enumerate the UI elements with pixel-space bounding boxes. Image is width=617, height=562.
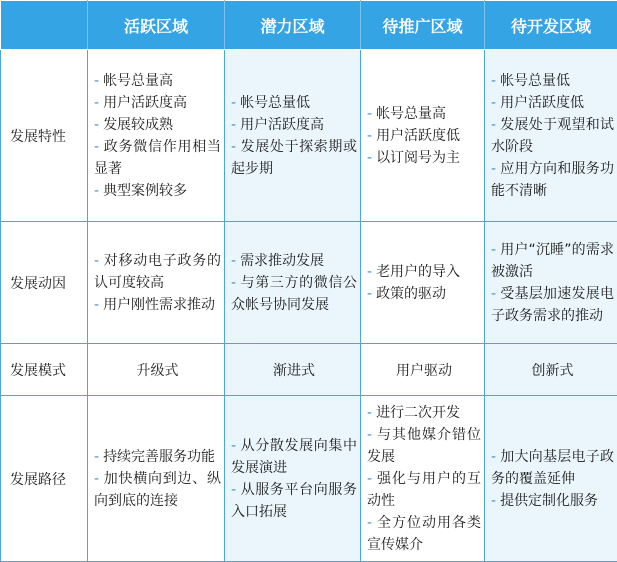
cell-drivers-to-promote xyxy=(361,222,485,344)
bullet-item: - 加大向基层电子政务的覆盖延伸 xyxy=(491,448,614,487)
bullet-item: - 用户“沉睡”的需求被激活 xyxy=(491,241,614,280)
bullet-item: - 加快横向到边、纵向到底的连接 xyxy=(94,470,221,509)
bullet-item: - 用户活跃度高 xyxy=(231,116,325,133)
cell-mode-to-develop: 创新式 xyxy=(485,344,617,396)
cell-path-to-promote xyxy=(361,396,485,562)
bullet-item: - 政务微信作用相当显著 xyxy=(94,138,221,177)
bullet-item: - 帐号总量低 xyxy=(491,72,571,89)
header-row xyxy=(1,1,617,50)
bullet-item: - 受基层加速发展电子政务需求的推动 xyxy=(491,285,614,324)
cell-drivers-potential xyxy=(225,222,361,344)
cell-drivers-to-develop xyxy=(485,222,617,344)
row-label: 发展特性 xyxy=(1,50,88,222)
cell-characteristics-to-promote xyxy=(361,50,485,222)
bullet-item: - 用户活跃度低 xyxy=(367,127,461,144)
bullet-item: - 典型案例较多 xyxy=(94,182,188,199)
bullet-item: - 发展处于观望和试水阶段 xyxy=(491,116,614,155)
cell-mode-to-promote: 用户驱动 xyxy=(361,344,485,396)
bullet-item: - 与其他媒介错位发展 xyxy=(367,426,481,465)
row-label: 发展动因 xyxy=(1,222,88,344)
cell-characteristics-to-develop xyxy=(485,50,617,222)
bullet-item: - 发展较成熟 xyxy=(94,116,174,133)
corner-cell xyxy=(1,1,88,50)
bullet-item: - 发展处于探索期或起步期 xyxy=(231,138,357,177)
col-header-to-develop: 待开发区域 xyxy=(485,1,617,50)
row-label: 发展路径 xyxy=(1,396,88,562)
bullet-item: - 政策的驱动 xyxy=(367,285,447,302)
bullet-item: - 强化与用户的互动性 xyxy=(367,470,481,509)
cell-characteristics-active xyxy=(88,50,225,222)
bullet-item: - 用户活跃度低 xyxy=(491,94,585,111)
col-header-to-promote: 待推广区域 xyxy=(361,1,485,50)
bullet-item: - 帐号总量低 xyxy=(231,94,311,111)
bullet-item: - 与第三方的微信公众帐号协同发展 xyxy=(231,274,357,313)
bullet-item: - 应用方向和服务功能不清晰 xyxy=(491,160,614,199)
bullet-item: - 帐号总量高 xyxy=(367,105,447,122)
cell-drivers-active xyxy=(88,222,225,344)
bullet-item: - 对移动电子政务的认可度较高 xyxy=(94,252,221,291)
bullet-item: - 需求推动发展 xyxy=(231,252,325,269)
bullet-item: - 老用户的导入 xyxy=(367,263,461,280)
cell-mode-potential: 渐进式 xyxy=(225,344,361,396)
cell-path-to-develop xyxy=(485,396,617,562)
bullet-item: - 以订阅号为主 xyxy=(367,149,461,166)
col-header-active: 活跃区域 xyxy=(88,1,225,50)
cell-characteristics-potential xyxy=(225,50,361,222)
row-characteristics xyxy=(1,50,617,222)
bullet-item: - 用户活跃度高 xyxy=(94,94,188,111)
row-mode xyxy=(1,344,617,396)
cell-mode-active: 升级式 xyxy=(88,344,225,396)
cell-path-active xyxy=(88,396,225,562)
row-label: 发展模式 xyxy=(1,344,88,396)
bullet-item: - 全方位动用各类宣传媒介 xyxy=(367,514,481,553)
bullet-item: - 从服务平台向服务入口拓展 xyxy=(231,481,357,520)
bullet-item: - 持续完善服务功能 xyxy=(94,448,216,465)
cell-path-potential xyxy=(225,396,361,562)
bullet-item: - 进行二次开发 xyxy=(367,404,461,421)
bullet-item: - 帐号总量高 xyxy=(94,72,174,89)
bullet-item: - 提供定制化服务 xyxy=(491,492,599,509)
bullet-item: - 用户刚性需求推动 xyxy=(94,296,216,313)
row-path xyxy=(1,396,617,562)
row-drivers xyxy=(1,222,617,344)
col-header-potential: 潜力区域 xyxy=(225,1,361,50)
bullet-item: - 从分散发展向集中发展演进 xyxy=(231,437,357,476)
